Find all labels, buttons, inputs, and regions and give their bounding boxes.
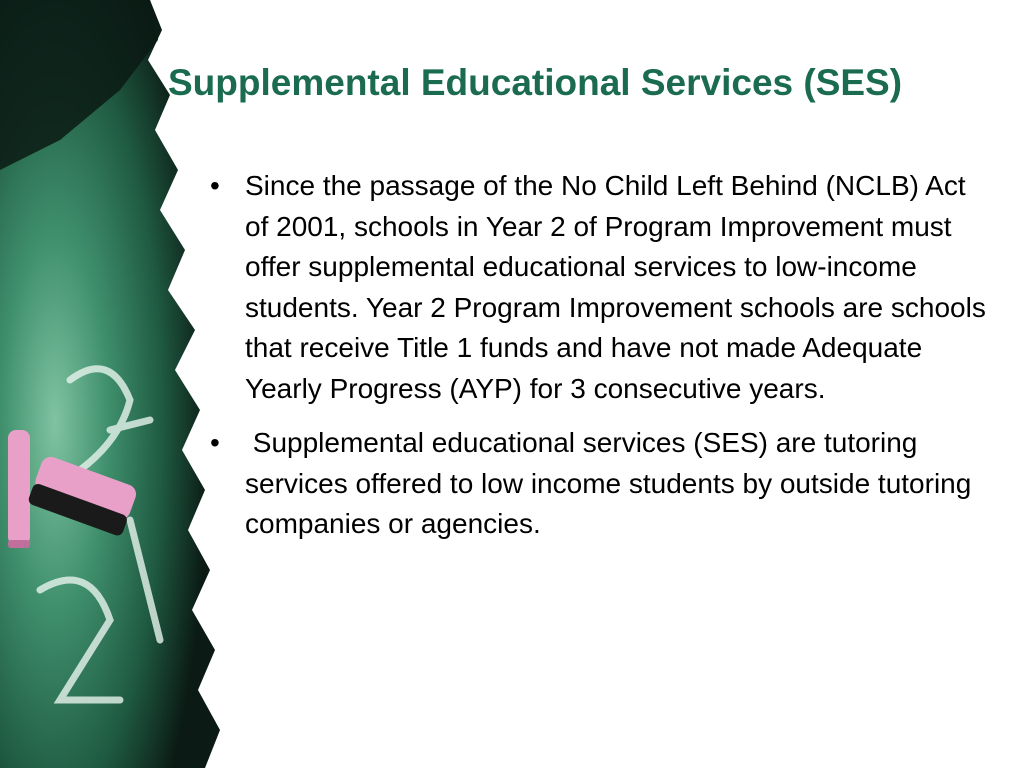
bullet-text: Supplemental educational services (SES) are tutoring services offered to low income students by outside tutoring companies or agencies. xyxy=(245,427,980,539)
bullet-list xyxy=(205,166,990,559)
bullet-text: Since the passage of the No Child Left Behind (NCLB) Act of 2001, schools in Year 2 of Program Improvement must offer supplemental educational services to low-income students. Year 2 Program Improvement schools are schools that receive Title 1 funds and have not made Adequate Yearly Progress (AYP) for 3 consecutive years. xyxy=(245,170,986,404)
chalkboard-image xyxy=(0,0,240,768)
slide-title: Supplemental Educational Services (SES) xyxy=(168,62,903,103)
bullet-item xyxy=(205,423,990,545)
bullet-marker: • xyxy=(210,427,220,458)
bullet-marker: • xyxy=(210,170,220,201)
bullet-item xyxy=(205,166,990,409)
chalkboard-decoration xyxy=(0,0,240,768)
